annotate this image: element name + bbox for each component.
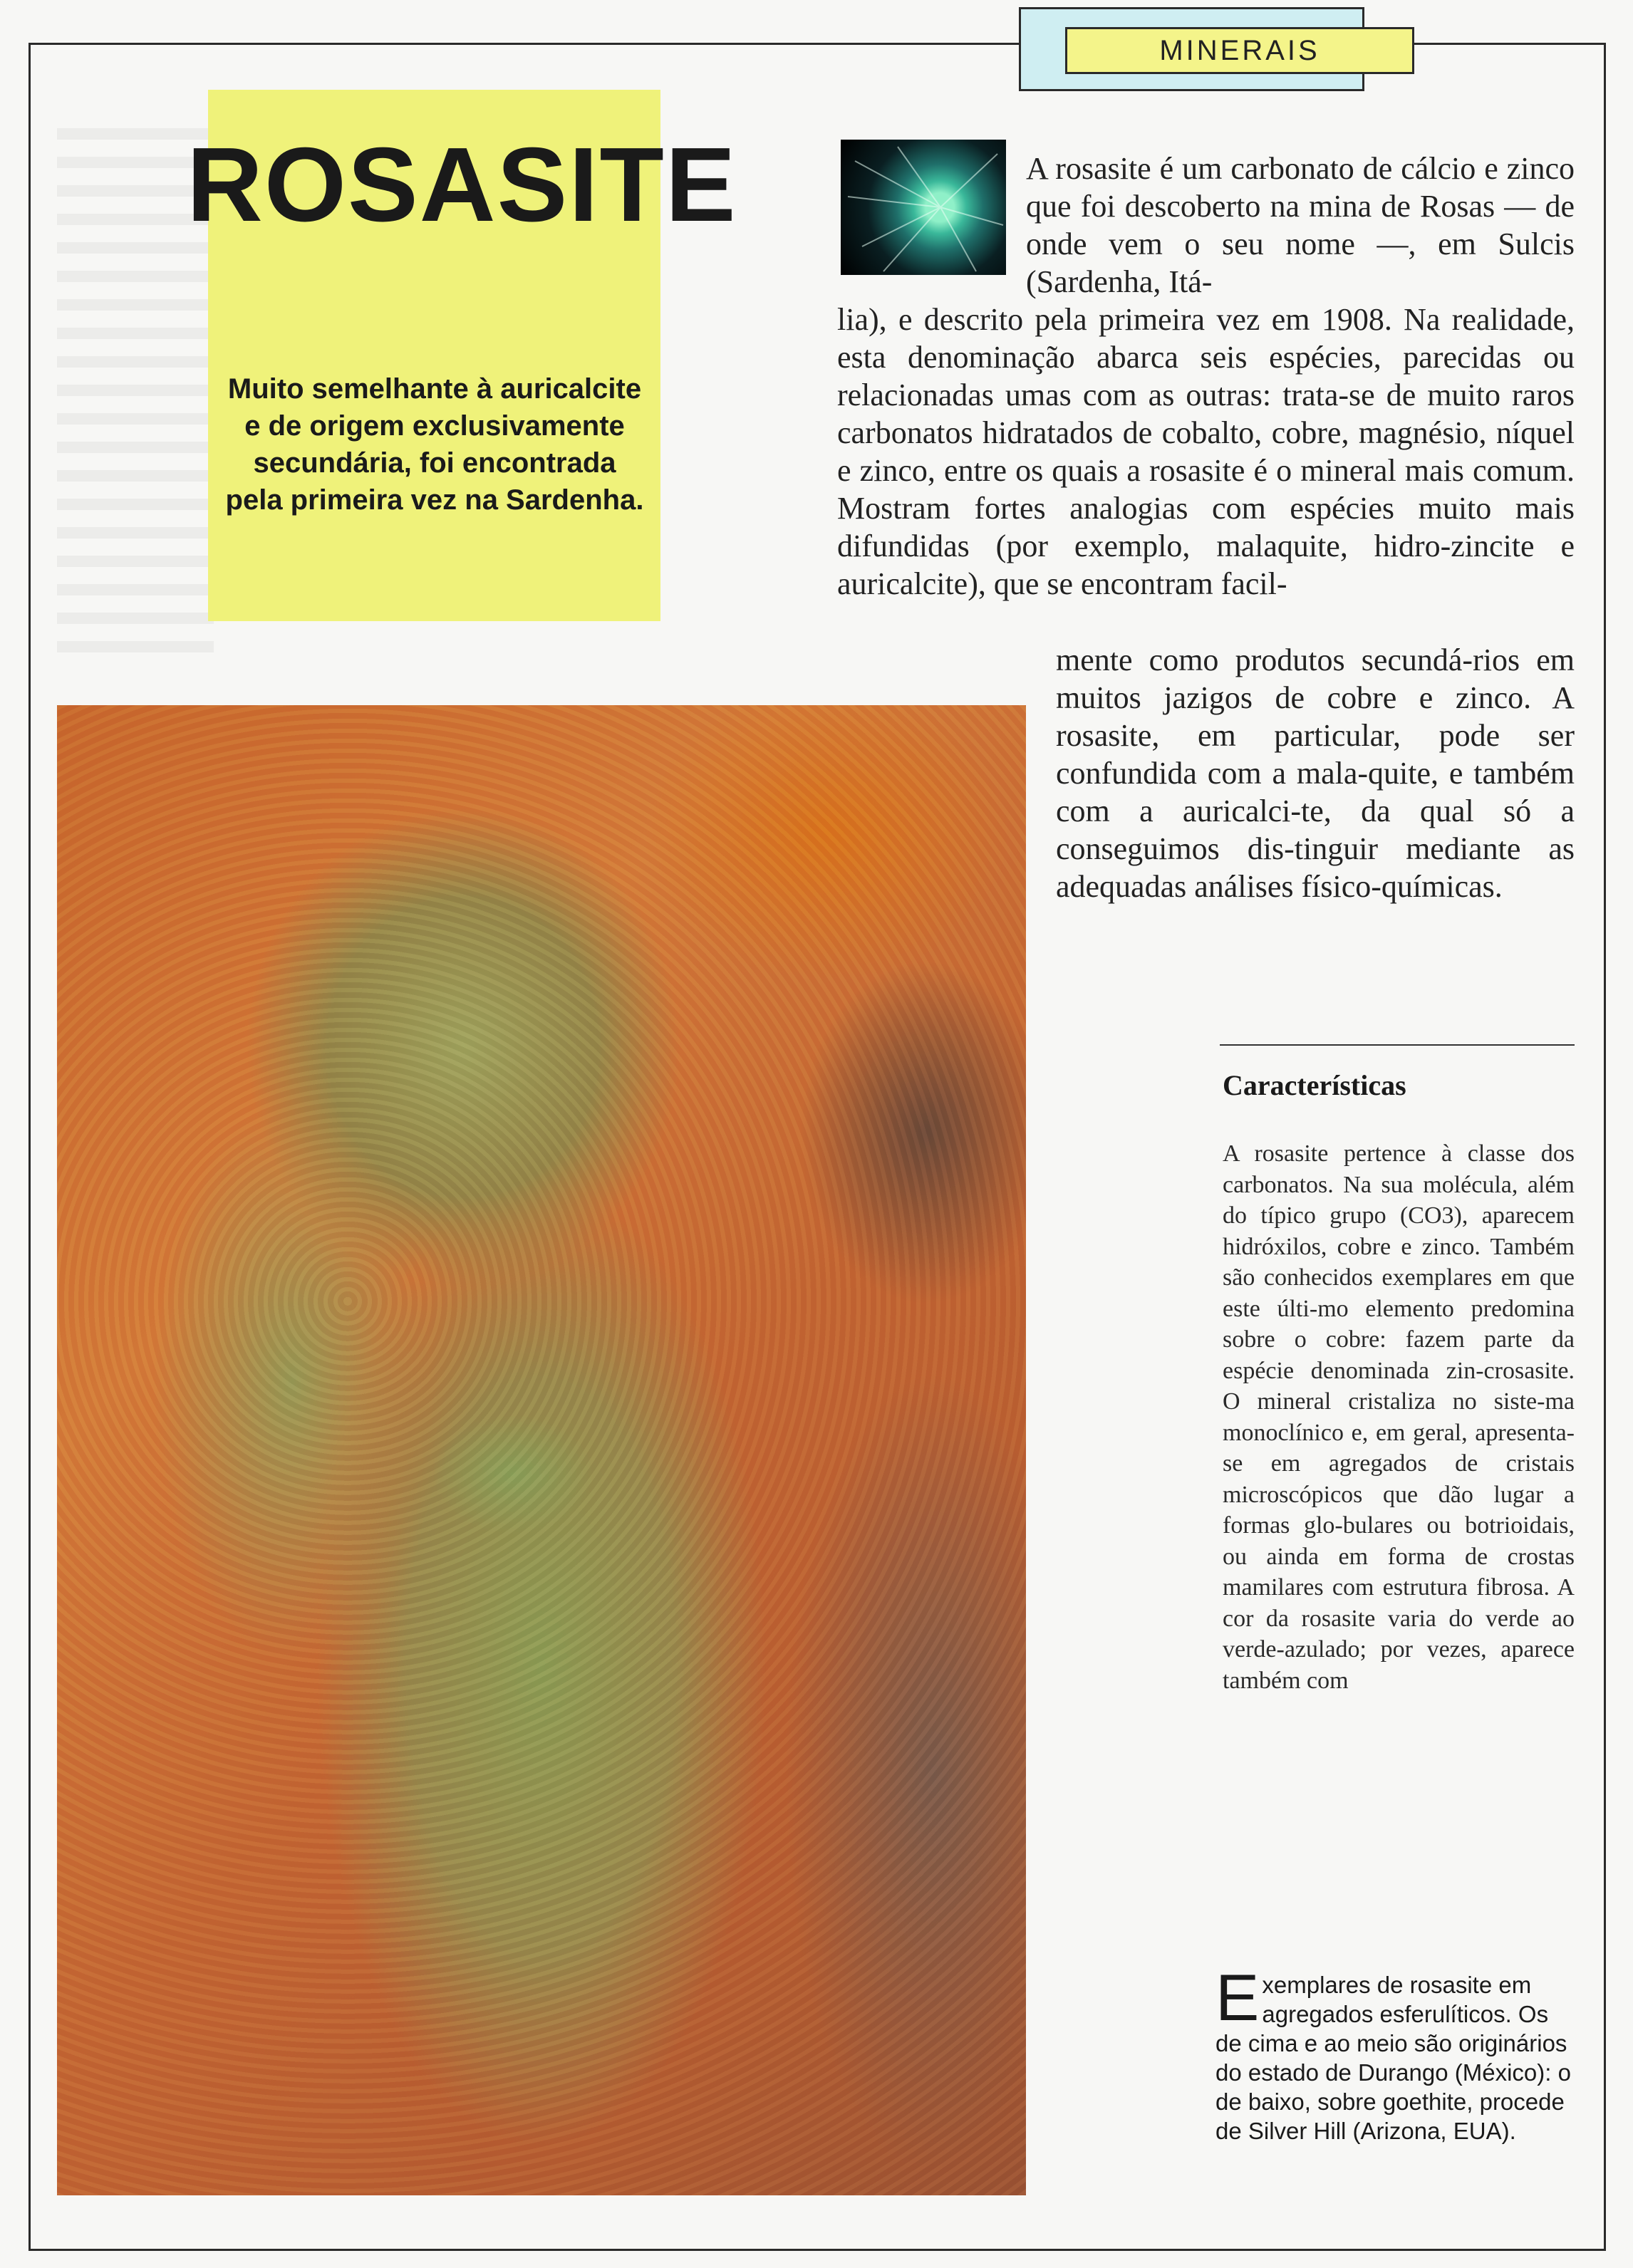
caption-dropcap: E bbox=[1215, 1962, 1260, 2034]
photo-caption bbox=[1215, 1962, 1579, 2145]
section-divider bbox=[1220, 1044, 1575, 1046]
rosasite-specimen-photo bbox=[57, 705, 1026, 2195]
mineral-thumbnail-image bbox=[841, 140, 1006, 275]
body-paragraph-2: lia), e descrito pela primeira vez em 1908. Na realidade, esta denominação abarca seis espécies, parecidas ou relacionadas umas com as outras: trata-se de muito raros carbonatos hidratados de cobalto, cobre, magnésio, níquel e zinco, entre os quais a rosasite é o mineral mais comum. Mostram fortes analogias com espécies muito mais difundidas (por exemplo, malaquite, hidro-zincite e auricalcite), que se encontram facil- bbox=[837, 302, 1575, 601]
body-paragraph-3: mente como produtos secundá-rios em muitos jazigos de cobre e zinco. A rosasite, em particular, pode ser confundida com a mala-quite, e também com a auricalci-te, da qual só a conseguimos dis-tinguir mediante as adequadas análises físico-químicas. bbox=[1056, 643, 1575, 904]
caracteristicas-heading: Características bbox=[1223, 1069, 1406, 1101]
intro-text: Muito semelhante à auricalcite e de origem exclusivamente secundária, foi encontrada pela primeira vez na Sardenha. bbox=[225, 373, 644, 516]
section-tag: MINERAIS bbox=[1065, 27, 1414, 74]
body-paragraph-1: A rosasite é um carbonato de cálcio e zinco que foi descoberto na mina de Rosas — de onde vem o seu nome —, em Sulcis (Sardenha, Itá- bbox=[1026, 151, 1575, 299]
caption-text: xemplares de rosasite em agregados esferulíticos. Os de cima e ao meio são originários do estado de Durango (México): o de baixo, sobre goethite, procede de Silver Hill (Arizona, EUA). bbox=[1215, 1972, 1571, 2144]
caracteristicas-text: A rosasite pertence à classe dos carbonatos. Na sua molécula, além do típico grupo (CO3), aparecem hidróxilos, cobre e zinco. Também são conhecidos exemplares em que este últi-mo elemento predomina sobre o cobre: fazem parte da espécie denominada zin-crosasite. O mineral cristaliza no siste-ma monoclínico e, em geral, apresenta-se em agregados de cristais microscópicos que dão lugar a formas glo-bulares ou botrioidais, ou ainda em forma de crostas mamilares com estrutura fibrosa. A cor da rosasite varia do verde ao verde-azulado; por vezes, aparece também com bbox=[1223, 1140, 1575, 1694]
page-title: ROSASITE bbox=[187, 126, 737, 244]
